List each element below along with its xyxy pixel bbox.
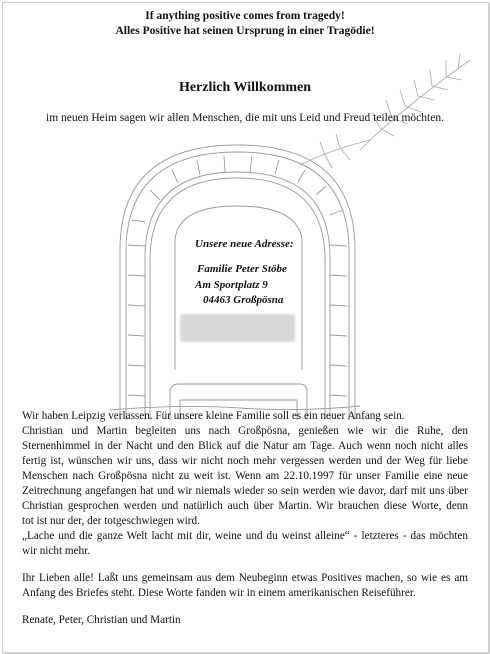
body-line: Anfang des Briefes steht. Diese Worte fanden wir in einem amerikanischen Reiseführer. (22, 587, 416, 599)
welcome-line: im neuen Heim sagen wir allen Menschen, die mit uns Leid und Freud teilen möchten. (46, 112, 444, 124)
body-line: fertig ist, wünschen wir uns, dass wir nicht noch mehr vergessen werden und der Weg für liebe (22, 455, 468, 467)
page-title: Herzlich Willkommen (178, 80, 312, 95)
body-line: Menschen nach Großpösna nicht zu weit ist. Wenn am 22.10.1997 für unser Familie eine neue (22, 470, 468, 482)
address-heading: Unsere neue Adresse: (195, 238, 294, 250)
body-line: „Lache und die ganze Welt lacht mit dir, weine und du weinst alleine“ - letzteres - das möchten (22, 530, 468, 542)
address-street: Am Sportplatz 9 (195, 279, 268, 291)
motto-english: If anything positive comes from tragedy! (145, 10, 345, 22)
body-line: Ihr Lieben alle! Laßt uns gemeinsam aus dem Neubeginn etwas Positives machen, so wie es am (22, 572, 468, 584)
body-line: Wir haben Leipzig verlassen. Für unsere kleine Familie soll es ein neuer Anfang sein. (22, 410, 405, 422)
body-line: tot ist nur der, der totgeschwiegen wird. (22, 515, 200, 527)
redacted-area (180, 314, 295, 342)
body-line: Zeitrechnung angefangen hat und wir niemals wieder so sein werden wie davor, darf mit uns über (22, 485, 468, 497)
signature: Renate, Peter, Christian und Martin (22, 614, 181, 626)
address-name: Familie Peter Stöbe (197, 263, 287, 275)
body-line: Sternenhimmel in der Nacht und den Blick auf die Natur am Tage. Auch wenn noch nicht alles (22, 440, 468, 452)
body-line: Christian gesprochen werden und natürlich auch über Martin. Wir brauchen diese Worte, denn (22, 500, 468, 512)
body-line: Christian und Martin begleiten uns nach Großpösna, genießen wie wir die Ruhe, den (22, 425, 468, 437)
motto-german: Alles Positive hat seinen Ursprung in einer Tragödie! (115, 25, 375, 37)
body-line: wir nicht mehr. (22, 545, 91, 557)
address-city: 04463 Großpösna (203, 294, 284, 306)
